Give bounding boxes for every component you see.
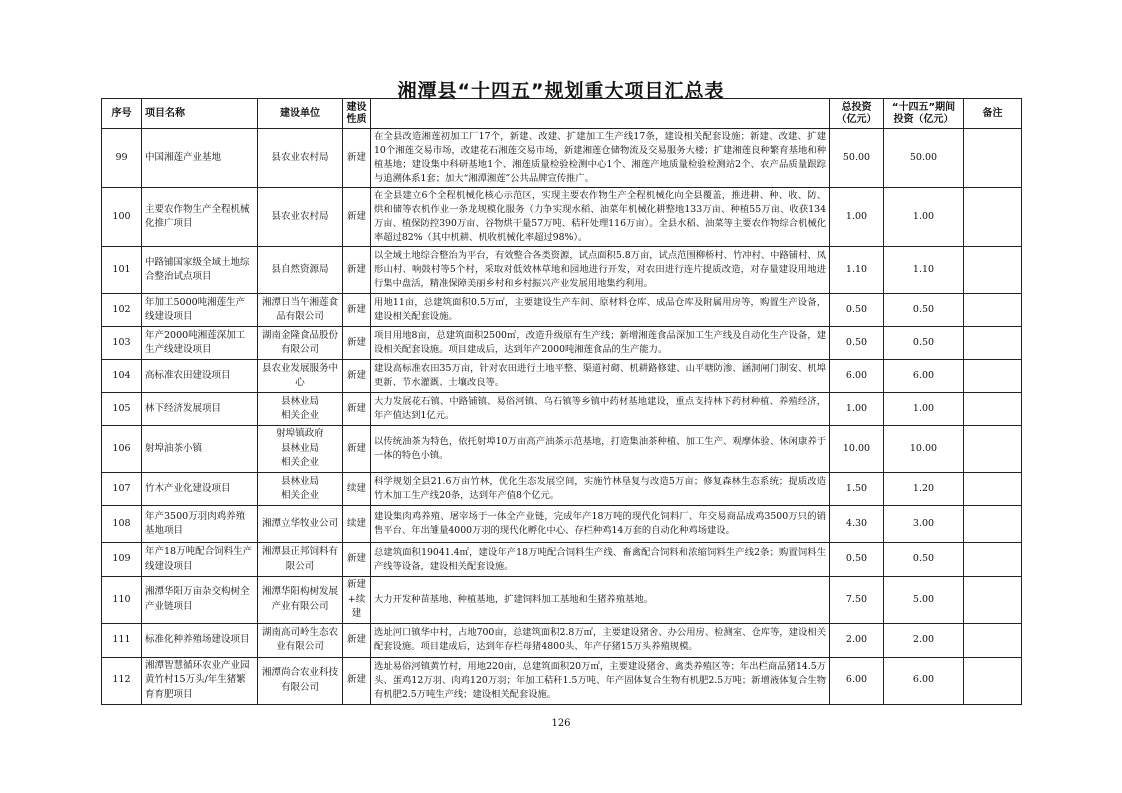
table-row [102, 129, 1022, 188]
row-remark [964, 577, 1022, 624]
row-total: 2.00 [830, 623, 884, 657]
row-content: 选址易俗河镇黄竹村，用地220亩，总建筑面积20万㎡，主要建设猪舍、禽类养殖区等；年出栏商品猪14.5万头、蛋鸡12万羽、肉鸡120万羽；年加工秸秆1.5万吨、年产固体复合生物有机肥2.5万吨；新增液体复合生物有机肥2.5万吨生产线；建设相关配套设施。 [371, 657, 830, 704]
row-nature: 新建+续建 [343, 577, 371, 624]
row-name: 年产3500万羽肉鸡养殖基地项目 [142, 506, 258, 543]
row-remark [964, 129, 1022, 188]
row-name: 年产18万吨配合饲料生产线建设项目 [142, 543, 258, 577]
row-nature: 新建 [343, 188, 371, 247]
row-name: 湘潭智慧循环农业产业园黄竹村15万头/年生猪繁育育肥项目 [142, 657, 258, 704]
row-period: 1.20 [884, 473, 964, 506]
row-no: 107 [102, 473, 142, 506]
row-name: 主要农作物生产全程机械化推广项目 [142, 188, 258, 247]
row-total: 1.00 [830, 393, 884, 426]
table-row [102, 393, 1022, 426]
row-no: 99 [102, 129, 142, 188]
row-remark [964, 657, 1022, 704]
table-row [102, 657, 1022, 704]
row-name: 湘潭华阳万亩杂交构树全产业链项目 [142, 577, 258, 624]
row-remark [964, 327, 1022, 360]
header-content [371, 99, 830, 129]
row-period: 1.00 [884, 188, 964, 247]
row-no: 108 [102, 506, 142, 543]
table-row [102, 247, 1022, 294]
row-unit: 湘潭日当午湘莲食品有限公司 [258, 294, 343, 327]
row-no: 102 [102, 294, 142, 327]
row-total: 1.00 [830, 188, 884, 247]
row-content: 大力发展花石镇、中路铺镇、易俗河镇、乌石镇等乡镇中药材基地建设，重点支持林下药材种植、养殖经济，年产值达到1亿元。 [371, 393, 830, 426]
row-unit: 湖南高司岭生态农业有限公司 [258, 623, 343, 657]
row-content: 用地11亩，总建筑面积0.5万㎡，主要建设生产车间、原材料仓库、成品仓库及附属用房等，购置生产设备，建设相关配套设施。 [371, 294, 830, 327]
header-total-investment: 总投资（亿元） [830, 99, 884, 129]
table-row [102, 623, 1022, 657]
row-content: 总建筑面积19041.4㎡，建设年产18万吨配合饲料生产线、畜禽配合饲料和浓缩饲料生产线2条；购置饲料生产线等设备，建设相关配套设施。 [371, 543, 830, 577]
row-remark [964, 506, 1022, 543]
table-row [102, 294, 1022, 327]
row-name: 中国湘莲产业基地 [142, 129, 258, 188]
row-no: 103 [102, 327, 142, 360]
row-period: 6.00 [884, 360, 964, 393]
row-unit: 县农业农村局 [258, 188, 343, 247]
row-remark [964, 426, 1022, 473]
row-remark [964, 188, 1022, 247]
row-name: 射埠油茶小镇 [142, 426, 258, 473]
row-no: 104 [102, 360, 142, 393]
row-content: 在全县改造湘莲初加工厂17个，新建、改建、扩建加工生产线17条，建设相关配套设施；新建、改建、扩建10个湘莲交易市场，改建花石湘莲交易市场，新建湘莲仓储物流及交易服务大楼；扩建湘莲良种繁育基地和种植基地；建设集中科研基地1个、湘莲质量检验检测中心1个、湘莲产地质量检验检测站2个、农产品质量跟踪与追溯体系1套；加大“湘潭湘莲”公共品牌宣传推广。 [371, 129, 830, 188]
row-unit: 湘潭尚合农业科技有限公司 [258, 657, 343, 704]
row-content: 科学规划全县21.6万亩竹林，优化生态发展空间，实施竹林垦复与改造5万亩；修复森林生态系统；提质改造竹木加工生产线20条，达到年产值8个亿元。 [371, 473, 830, 506]
row-content: 在全县建立6个全程机械化核心示范区，实现主要农作物生产全程机械化向全县覆盖，推进耕、种、收、防、烘和储等农机作业一条龙规模化服务（力争实现水稻、油菜年机械化耕整地133万亩、种植55万亩、收获134万亩、植保防控390万亩、谷物烘干量57万吨、秸秆处理116万亩）。全县水稻、油菜等主要农作物综合机械化率超过82%（其中机耕、机收机械化率超过98%）。 [371, 188, 830, 247]
row-total: 6.00 [830, 657, 884, 704]
row-name: 年加工5000吨湘莲生产线建设项目 [142, 294, 258, 327]
row-period: 6.00 [884, 657, 964, 704]
header-unit: 建设单位 [258, 99, 343, 129]
row-period: 2.00 [884, 623, 964, 657]
table-row [102, 543, 1022, 577]
table-row [102, 426, 1022, 473]
row-no: 111 [102, 623, 142, 657]
table-row [102, 473, 1022, 506]
row-total: 1.10 [830, 247, 884, 294]
page-number: 126 [551, 718, 571, 729]
row-unit: 湘潭华阳构树发展产业有限公司 [258, 577, 343, 624]
project-table [101, 98, 1022, 705]
table-row [102, 577, 1022, 624]
header-remark: 备注 [964, 99, 1022, 129]
table-row [102, 188, 1022, 247]
row-period: 50.00 [884, 129, 964, 188]
row-content: 大力开发种苗基地、种植基地，扩建饲料加工基地和生猪养殖基地。 [371, 577, 830, 624]
row-name: 中路铺国家级全域土地综合整治试点项目 [142, 247, 258, 294]
row-no: 105 [102, 393, 142, 426]
row-unit: 县林业局 相关企业 [258, 473, 343, 506]
table-header-row [102, 99, 1022, 129]
row-period: 0.50 [884, 294, 964, 327]
row-nature: 新建 [343, 247, 371, 294]
row-no: 109 [102, 543, 142, 577]
row-unit: 湖南金隆食品股份有限公司 [258, 327, 343, 360]
row-total: 1.50 [830, 473, 884, 506]
row-no: 106 [102, 426, 142, 473]
row-content: 选址河口镇华中村，占地700亩，总建筑面积2.8万㎡，主要建设猪舍、办公用房、检测室、仓库等，建设相关配套设施。项目建成后，达到年存栏母猪4800头、年产仔猪15万头养殖规模。 [371, 623, 830, 657]
row-remark [964, 294, 1022, 327]
row-remark [964, 543, 1022, 577]
row-nature: 续建 [343, 506, 371, 543]
document-title: 湘潭县“十四五”规划重大项目汇总表 [397, 80, 725, 102]
row-content: 建设集肉鸡养殖、屠宰场于一体全产业链，完成年产18万吨的现代化饲料厂、年交易商品成鸡3500万只的销售平台、年出雏量4000万羽的现代化孵化中心、存栏种鸡14万套的自动化种鸡场建设。 [371, 506, 830, 543]
row-content: 以全域土地综合整治为平台，有效整合各类资源，试点面积5.8万亩，试点范围柳桥村、竹冲村、中路铺村、凤形山村、响鼓村等5个村，采取对低效林草地和园地进行开发，对农田进行连片提质改造，对存量建设用地进行集中盘活，精准保障美丽乡村和乡村振兴产业发展用地集约利用。 [371, 247, 830, 294]
row-nature: 新建 [343, 623, 371, 657]
row-period: 10.00 [884, 426, 964, 473]
row-no: 112 [102, 657, 142, 704]
row-nature: 新建 [343, 327, 371, 360]
table-body [102, 129, 1022, 705]
row-period: 5.00 [884, 577, 964, 624]
row-remark [964, 473, 1022, 506]
row-total: 0.50 [830, 543, 884, 577]
header-name: 项目名称 [142, 99, 258, 129]
table-row [102, 327, 1022, 360]
row-unit: 县林业局 相关企业 [258, 393, 343, 426]
row-remark [964, 360, 1022, 393]
row-total: 6.00 [830, 360, 884, 393]
row-nature: 新建 [343, 657, 371, 704]
row-content: 以传统油茶为特色，依托射埠10万亩高产油茶示范基地，打造集油茶种植、加工生产、观摩体验、休闲康养于一体的特色小镇。 [371, 426, 830, 473]
table-row [102, 506, 1022, 543]
row-period: 0.50 [884, 543, 964, 577]
row-content: 项目用地8亩，总建筑面积2500㎡，改造升级原有生产线；新增湘莲食品深加工生产线及自动化生产设备，建设相关配套设施。项目建成后，达到年产2000吨湘莲食品的生产能力。 [371, 327, 830, 360]
row-name: 标准化种养殖场建设项目 [142, 623, 258, 657]
row-total: 0.50 [830, 294, 884, 327]
row-nature: 新建 [343, 129, 371, 188]
row-period: 0.50 [884, 327, 964, 360]
row-remark [964, 393, 1022, 426]
row-no: 101 [102, 247, 142, 294]
row-total: 4.30 [830, 506, 884, 543]
row-nature: 新建 [343, 393, 371, 426]
row-unit: 湘潭县正邦饲料有限公司 [258, 543, 343, 577]
table-row [102, 360, 1022, 393]
row-total: 7.50 [830, 577, 884, 624]
row-unit: 射埠镇政府 县林业局 相关企业 [258, 426, 343, 473]
header-no: 序号 [102, 99, 142, 129]
row-total: 10.00 [830, 426, 884, 473]
row-no: 110 [102, 577, 142, 624]
header-period-investment: “十四五”期间投资（亿元） [884, 99, 964, 129]
row-name: 林下经济发展项目 [142, 393, 258, 426]
row-nature: 新建 [343, 426, 371, 473]
row-name: 竹木产业化建设项目 [142, 473, 258, 506]
row-unit: 县农业发展服务中心 [258, 360, 343, 393]
row-total: 0.50 [830, 327, 884, 360]
row-unit: 湘潭立华牧业公司 [258, 506, 343, 543]
row-name: 年产2000吨湘莲深加工生产线建设项目 [142, 327, 258, 360]
row-unit: 县自然资源局 [258, 247, 343, 294]
row-period: 3.00 [884, 506, 964, 543]
row-remark [964, 623, 1022, 657]
row-nature: 新建 [343, 360, 371, 393]
header-nature: 建设性质 [343, 99, 371, 129]
row-no: 100 [102, 188, 142, 247]
row-content: 建设高标准农田35万亩，针对农田进行土地平整、渠道衬砌、机耕路修建、山平塘防渗、涵洞闸门制安、机埠更新、节水灌溉、土壤改良等。 [371, 360, 830, 393]
row-remark [964, 247, 1022, 294]
row-nature: 续建 [343, 473, 371, 506]
row-total: 50.00 [830, 129, 884, 188]
row-nature: 新建 [343, 294, 371, 327]
row-period: 1.10 [884, 247, 964, 294]
row-period: 1.00 [884, 393, 964, 426]
row-nature: 新建 [343, 543, 371, 577]
row-name: 高标准农田建设项目 [142, 360, 258, 393]
row-unit: 县农业农村局 [258, 129, 343, 188]
